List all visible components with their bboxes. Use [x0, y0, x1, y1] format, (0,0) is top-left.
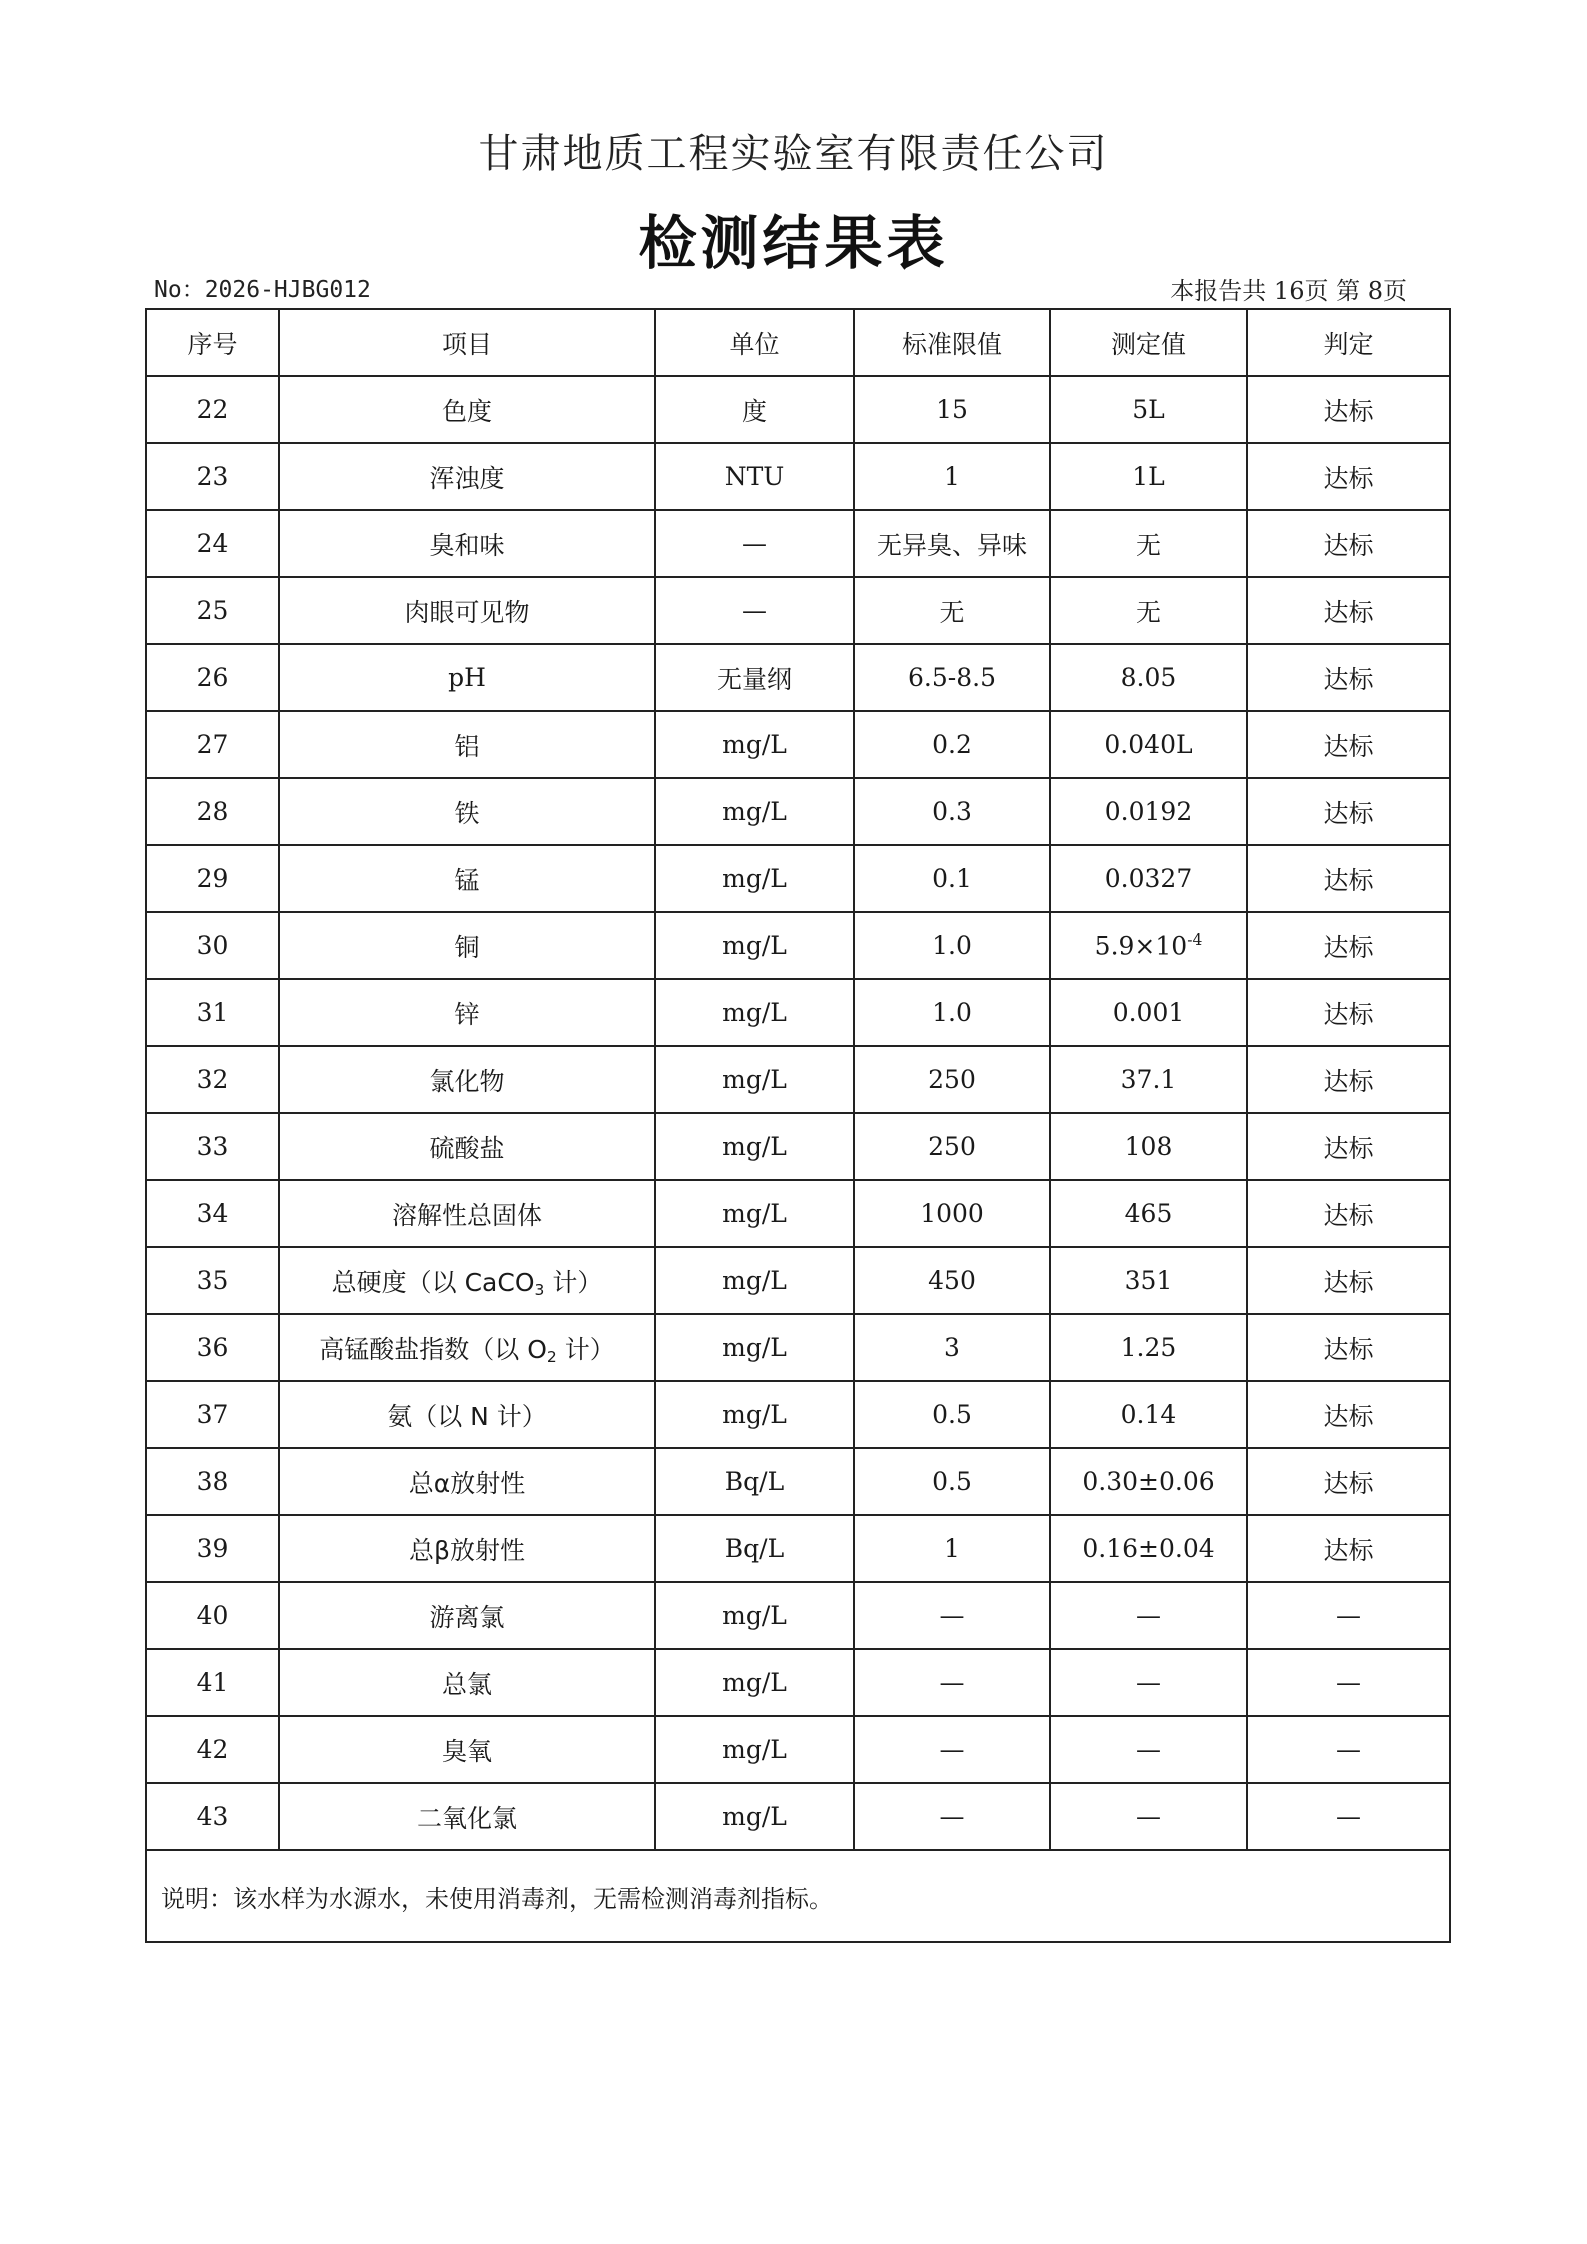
- standard-limit: 250: [854, 1113, 1050, 1180]
- item-name: 臭和味: [279, 510, 655, 577]
- measured-value: 465: [1050, 1180, 1247, 1247]
- row-number: 33: [146, 1113, 279, 1180]
- unit: mg/L: [655, 1180, 854, 1247]
- table-row: [146, 1649, 1450, 1716]
- unit: mg/L: [655, 1716, 854, 1783]
- item-text: 高锰酸盐指数（以 O: [319, 1334, 547, 1364]
- table-row: [146, 1515, 1450, 1582]
- unit: 度: [655, 376, 854, 443]
- standard-limit: 1: [854, 443, 1050, 510]
- measured-value: 0.001: [1050, 979, 1247, 1046]
- row-number: 26: [146, 644, 279, 711]
- table-row: [146, 1180, 1450, 1247]
- row-number: 40: [146, 1582, 279, 1649]
- row-number: 39: [146, 1515, 279, 1582]
- note: 说明：该水样为水源水，未使用消毒剂，无需检测消毒剂指标。: [146, 1850, 1450, 1942]
- item-name: 臭氧: [279, 1716, 655, 1783]
- item-name: 铁: [279, 778, 655, 845]
- verdict: 达标: [1247, 1113, 1450, 1180]
- measured-value: 0.30±0.06: [1050, 1448, 1247, 1515]
- unit: mg/L: [655, 1582, 854, 1649]
- measured-value: 5L: [1050, 376, 1247, 443]
- verdict: 达标: [1247, 1381, 1450, 1448]
- measured-value: 108: [1050, 1113, 1247, 1180]
- measured-value: 1.25: [1050, 1314, 1247, 1381]
- measured-value: [1050, 912, 1247, 979]
- row-number: 32: [146, 1046, 279, 1113]
- measured-value: 37.1: [1050, 1046, 1247, 1113]
- standard-limit: —: [854, 1783, 1050, 1850]
- item-name: 锰: [279, 845, 655, 912]
- verdict: 达标: [1247, 510, 1450, 577]
- verdict: 达标: [1247, 443, 1450, 510]
- table-row: [146, 1314, 1450, 1381]
- table-row: [146, 1247, 1450, 1314]
- table-row: [146, 510, 1450, 577]
- row-number: 27: [146, 711, 279, 778]
- unit: —: [655, 510, 854, 577]
- standard-limit: 无异臭、异味: [854, 510, 1050, 577]
- standard-limit: 0.3: [854, 778, 1050, 845]
- verdict: 达标: [1247, 711, 1450, 778]
- row-number: 24: [146, 510, 279, 577]
- table-row: [146, 845, 1450, 912]
- verdict: 达标: [1247, 845, 1450, 912]
- measured-value: 无: [1050, 510, 1247, 577]
- row-number: 34: [146, 1180, 279, 1247]
- measured-value: 8.05: [1050, 644, 1247, 711]
- col-header-limit: 标准限值: [854, 309, 1050, 376]
- standard-limit: 15: [854, 376, 1050, 443]
- measured-value: 0.040L: [1050, 711, 1247, 778]
- measured-value: —: [1050, 1649, 1247, 1716]
- standard-limit: 250: [854, 1046, 1050, 1113]
- table-row: [146, 1582, 1450, 1649]
- unit: mg/L: [655, 711, 854, 778]
- unit: mg/L: [655, 1649, 854, 1716]
- measured-value: 无: [1050, 577, 1247, 644]
- measured-value: —: [1050, 1783, 1247, 1850]
- item-text: 计）: [556, 1334, 615, 1364]
- note-row: [146, 1850, 1450, 1942]
- table-row: [146, 778, 1450, 845]
- table-row: [146, 1381, 1450, 1448]
- item-name: 氯化物: [279, 1046, 655, 1113]
- table-body: [146, 376, 1450, 1850]
- verdict: 达标: [1247, 912, 1450, 979]
- measured-value: 1L: [1050, 443, 1247, 510]
- col-header-no: 序号: [146, 309, 279, 376]
- measured-value: 351: [1050, 1247, 1247, 1314]
- col-header-value: 测定值: [1050, 309, 1247, 376]
- measured-value: 0.0192: [1050, 778, 1247, 845]
- unit: Bq/L: [655, 1448, 854, 1515]
- standard-limit: —: [854, 1649, 1050, 1716]
- header-row: [146, 309, 1450, 376]
- row-number: 41: [146, 1649, 279, 1716]
- verdict: 达标: [1247, 1180, 1450, 1247]
- unit: mg/L: [655, 778, 854, 845]
- company-name: 甘肃地质工程实验室有限责任公司: [478, 131, 1109, 177]
- standard-limit: 0.5: [854, 1381, 1050, 1448]
- unit: 无量纲: [655, 644, 854, 711]
- item-name: 氨（以 N 计）: [279, 1381, 655, 1448]
- item-name: 铝: [279, 711, 655, 778]
- verdict: 达标: [1247, 577, 1450, 644]
- unit: mg/L: [655, 1314, 854, 1381]
- item-text: 计）: [544, 1267, 603, 1297]
- unit: NTU: [655, 443, 854, 510]
- item-name: 浑浊度: [279, 443, 655, 510]
- table-row: [146, 376, 1450, 443]
- standard-limit: 0.1: [854, 845, 1050, 912]
- unit: mg/L: [655, 845, 854, 912]
- row-number: 28: [146, 778, 279, 845]
- col-header-verdict: 判定: [1247, 309, 1450, 376]
- item-subscript: 3: [534, 1280, 545, 1299]
- standard-limit: 无: [854, 577, 1050, 644]
- item-text: 总硬度（以 CaCO: [331, 1267, 535, 1297]
- item-name: 锌: [279, 979, 655, 1046]
- item-name: pH: [279, 644, 655, 711]
- unit: mg/L: [655, 1113, 854, 1180]
- item-name: [279, 1247, 655, 1314]
- row-number: 29: [146, 845, 279, 912]
- verdict: 达标: [1247, 1314, 1450, 1381]
- unit: mg/L: [655, 912, 854, 979]
- row-number: 38: [146, 1448, 279, 1515]
- measured-value: —: [1050, 1582, 1247, 1649]
- verdict: 达标: [1247, 979, 1450, 1046]
- verdict: 达标: [1247, 1046, 1450, 1113]
- table-row: [146, 577, 1450, 644]
- verdict: —: [1247, 1783, 1450, 1850]
- standard-limit: 1.0: [854, 979, 1050, 1046]
- item-name: 总α放射性: [279, 1448, 655, 1515]
- results-table: [145, 308, 1451, 1943]
- item-name: 游离氯: [279, 1582, 655, 1649]
- item-name: 总氯: [279, 1649, 655, 1716]
- item-name: 硫酸盐: [279, 1113, 655, 1180]
- verdict: —: [1247, 1582, 1450, 1649]
- unit: mg/L: [655, 1381, 854, 1448]
- item-name: 总β放射性: [279, 1515, 655, 1582]
- col-header-item: 项目: [279, 309, 655, 376]
- unit: —: [655, 577, 854, 644]
- standard-limit: 3: [854, 1314, 1050, 1381]
- standard-limit: 6.5-8.5: [854, 644, 1050, 711]
- row-number: 43: [146, 1783, 279, 1850]
- row-number: 22: [146, 376, 279, 443]
- row-number: 23: [146, 443, 279, 510]
- table-row: [146, 711, 1450, 778]
- unit: mg/L: [655, 1783, 854, 1850]
- row-number: 37: [146, 1381, 279, 1448]
- row-number: 31: [146, 979, 279, 1046]
- verdict: —: [1247, 1649, 1450, 1716]
- row-number: 35: [146, 1247, 279, 1314]
- verdict: —: [1247, 1716, 1450, 1783]
- unit: mg/L: [655, 979, 854, 1046]
- standard-limit: 1: [854, 1515, 1050, 1582]
- table-row: [146, 1783, 1450, 1850]
- table-row: [146, 1113, 1450, 1180]
- row-number: 36: [146, 1314, 279, 1381]
- item-name: 肉眼可见物: [279, 577, 655, 644]
- table-row: [146, 443, 1450, 510]
- verdict: 达标: [1247, 1515, 1450, 1582]
- measured-value: 0.16±0.04: [1050, 1515, 1247, 1582]
- row-number: 30: [146, 912, 279, 979]
- standard-limit: —: [854, 1716, 1050, 1783]
- value-base: 5.9×10: [1094, 931, 1188, 961]
- value-exponent: -4: [1187, 930, 1203, 949]
- page-info: 本报告共 16页 第 8页: [1170, 277, 1407, 305]
- standard-limit: —: [854, 1582, 1050, 1649]
- verdict: 达标: [1247, 778, 1450, 845]
- table-row: [146, 1046, 1450, 1113]
- document-title: 检测结果表: [638, 209, 949, 277]
- measured-value: 0.14: [1050, 1381, 1247, 1448]
- report-number: No：2026-HJBG012: [154, 277, 371, 303]
- measured-value: 0.0327: [1050, 845, 1247, 912]
- unit: Bq/L: [655, 1515, 854, 1582]
- standard-limit: 450: [854, 1247, 1050, 1314]
- row-number: 25: [146, 577, 279, 644]
- standard-limit: 0.2: [854, 711, 1050, 778]
- item-name: 二氧化氯: [279, 1783, 655, 1850]
- standard-limit: 1.0: [854, 912, 1050, 979]
- verdict: 达标: [1247, 1247, 1450, 1314]
- measured-value: —: [1050, 1716, 1247, 1783]
- unit: mg/L: [655, 1046, 854, 1113]
- item-name: 溶解性总固体: [279, 1180, 655, 1247]
- item-name: [279, 1314, 655, 1381]
- item-name: 铜: [279, 912, 655, 979]
- standard-limit: 1000: [854, 1180, 1050, 1247]
- table-row: [146, 979, 1450, 1046]
- standard-limit: 0.5: [854, 1448, 1050, 1515]
- row-number: 42: [146, 1716, 279, 1783]
- verdict: 达标: [1247, 1448, 1450, 1515]
- item-subscript: 2: [546, 1347, 557, 1366]
- verdict: 达标: [1247, 376, 1450, 443]
- unit: mg/L: [655, 1247, 854, 1314]
- table-row: [146, 644, 1450, 711]
- col-header-unit: 单位: [655, 309, 854, 376]
- table-row: [146, 912, 1450, 979]
- table-row: [146, 1716, 1450, 1783]
- table-row: [146, 1448, 1450, 1515]
- item-name: 色度: [279, 376, 655, 443]
- verdict: 达标: [1247, 644, 1450, 711]
